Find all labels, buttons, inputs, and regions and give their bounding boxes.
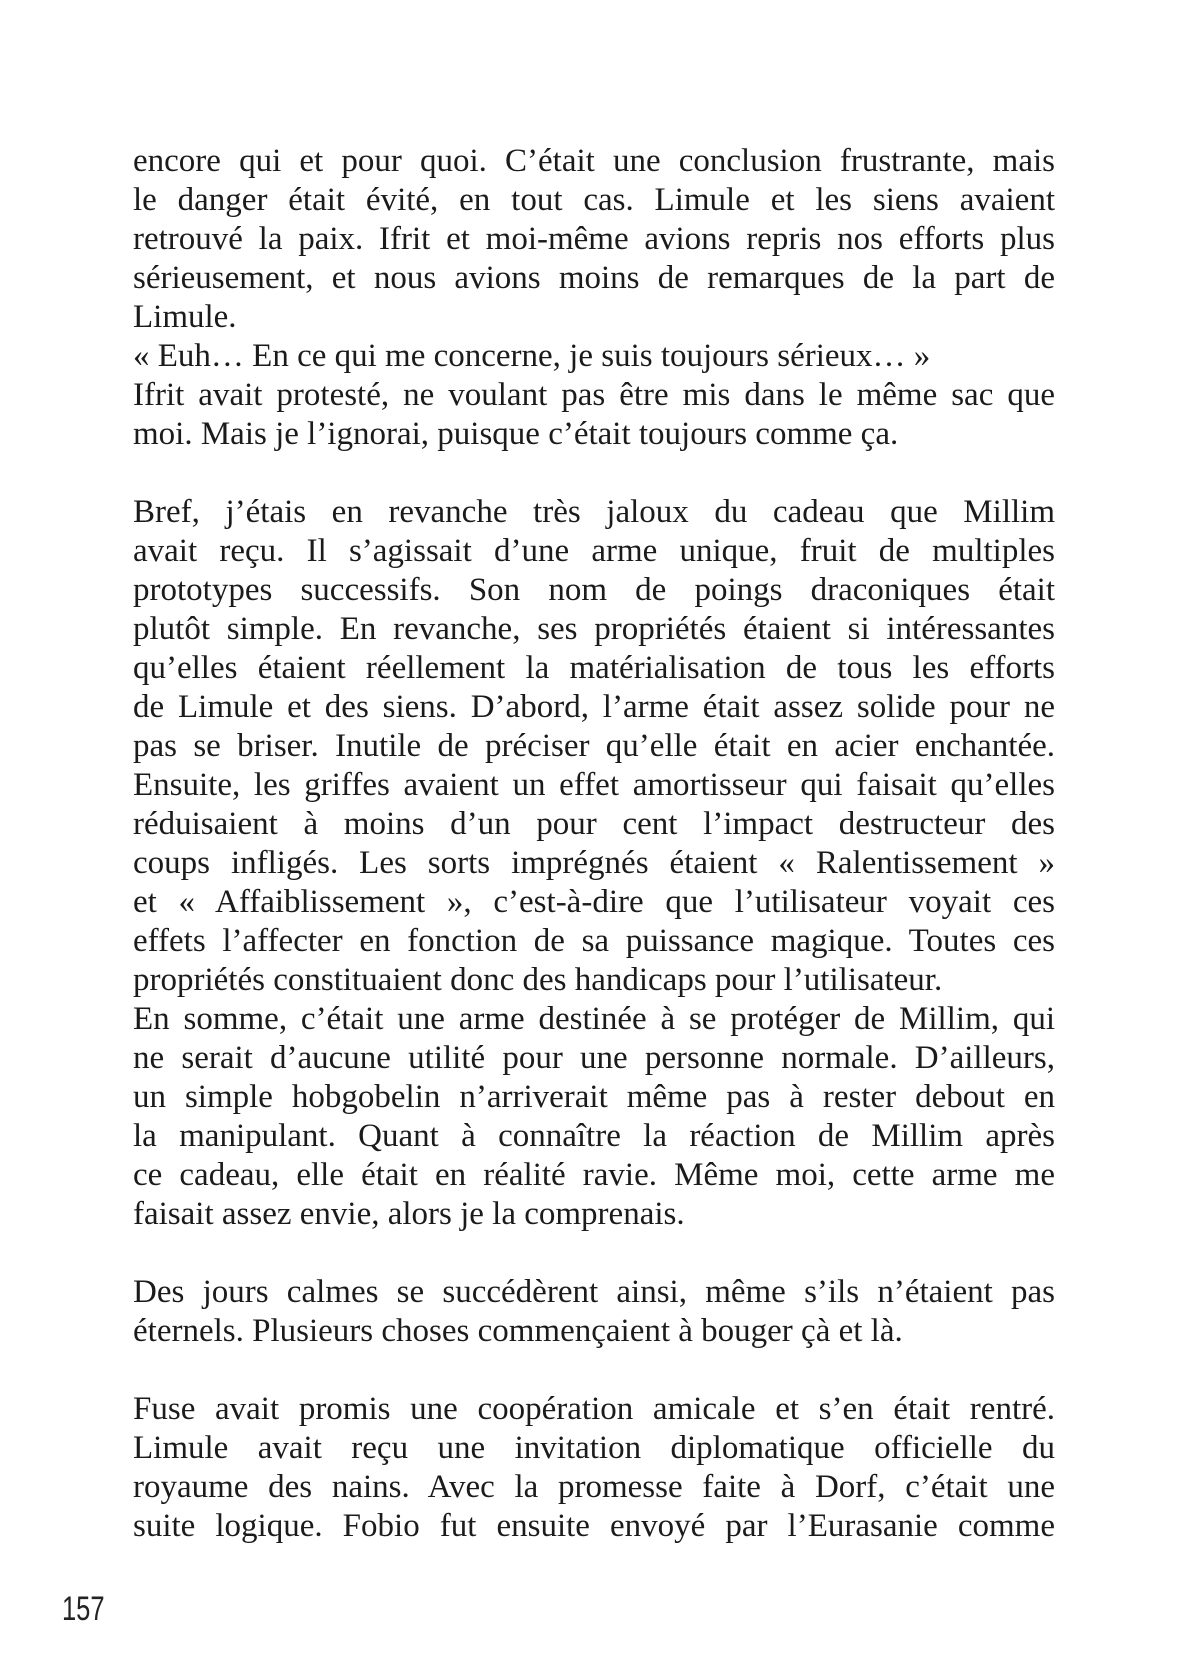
text-line: éternels. Plusieurs choses commençaient à bouger çà et là. [133, 1313, 903, 1349]
paragraph [133, 1273, 1055, 1351]
text-line: réduisaient à moins d’un pour cent l’impact destructeur des [133, 806, 1055, 842]
text-line: coups infligés. Les sorts imprégnés étaient « Ralentissement » [133, 845, 1055, 881]
text-line: Limule. [133, 299, 237, 335]
text-line: Bref, j’étais en revanche très jaloux du cadeau que Millim [133, 494, 1055, 530]
text-line: avait reçu. Il s’agissait d’une arme unique, fruit de multiples [133, 533, 1055, 569]
text-line: la manipulant. Quant à connaître la réaction de Millim après [133, 1118, 1055, 1154]
text-line: ce cadeau, elle était en réalité ravie. Même moi, cette arme me [133, 1157, 1055, 1193]
paragraph [133, 376, 1055, 454]
text-line: pas se briser. Inutile de préciser qu’elle était en acier enchantée. [133, 728, 1055, 764]
page-text-block [133, 142, 1055, 1546]
paragraph [133, 1000, 1055, 1234]
text-line: moi. Mais je l’ignorai, puisque c’était toujours comme ça. [133, 416, 899, 452]
text-line: royaume des nains. Avec la promesse faite à Dorf, c’était une [133, 1469, 1055, 1505]
text-line: encore qui et pour quoi. C’était une conclusion frustrante, mais [133, 143, 1055, 179]
text-line: En somme, c’était une arme destinée à se protéger de Millim, qui [133, 1001, 1055, 1037]
text-line: de Limule et des siens. D’abord, l’arme était assez solide pour ne [133, 689, 1055, 725]
text-line: qu’elles étaient réellement la matérialisation de tous les efforts [133, 650, 1055, 686]
text-line: faisait assez envie, alors je la comprenais. [133, 1196, 685, 1232]
text-line: un simple hobgobelin n’arriverait même pas à rester debout en [133, 1079, 1055, 1115]
paragraph [133, 337, 1055, 376]
paragraph [133, 493, 1055, 1000]
page-number: 157 [62, 1590, 105, 1628]
text-line: suite logique. Fobio fut ensuite envoyé par l’Eurasanie comme [133, 1508, 1055, 1544]
text-line: Des jours calmes se succédèrent ainsi, même s’ils n’étaient pas [133, 1274, 1055, 1310]
text-line: Fuse avait promis une coopération amicale et s’en était rentré. [133, 1391, 1055, 1427]
text-line: Ifrit avait protesté, ne voulant pas être mis dans le même sac que [133, 377, 1055, 413]
text-line: et « Affaiblissement », c’est-à-dire que l’utilisateur voyait ces [133, 884, 1055, 920]
text-line: le danger était évité, en tout cas. Limule et les siens avaient [133, 182, 1055, 218]
text-line: Limule avait reçu une invitation diplomatique officielle du [133, 1430, 1055, 1466]
text-line: ne serait d’aucune utilité pour une personne normale. D’ailleurs, [133, 1040, 1055, 1076]
text-line: « Euh… En ce qui me concerne, je suis toujours sérieux… » [133, 338, 931, 374]
text-line: retrouvé la paix. Ifrit et moi-même avions repris nos efforts plus [133, 221, 1055, 257]
text-line: prototypes successifs. Son nom de poings draconiques était [133, 572, 1055, 608]
text-line: effets l’affecter en fonction de sa puissance magique. Toutes ces [133, 923, 1055, 959]
text-line: sérieusement, et nous avions moins de remarques de la part de [133, 260, 1055, 296]
paragraph [133, 1390, 1055, 1546]
text-line: Ensuite, les griffes avaient un effet amortisseur qui faisait qu’elles [133, 767, 1055, 803]
text-line: propriétés constituaient donc des handicaps pour l’utilisateur. [133, 962, 943, 998]
text-line: plutôt simple. En revanche, ses propriétés étaient si intéressantes [133, 611, 1055, 647]
paragraph [133, 142, 1055, 337]
